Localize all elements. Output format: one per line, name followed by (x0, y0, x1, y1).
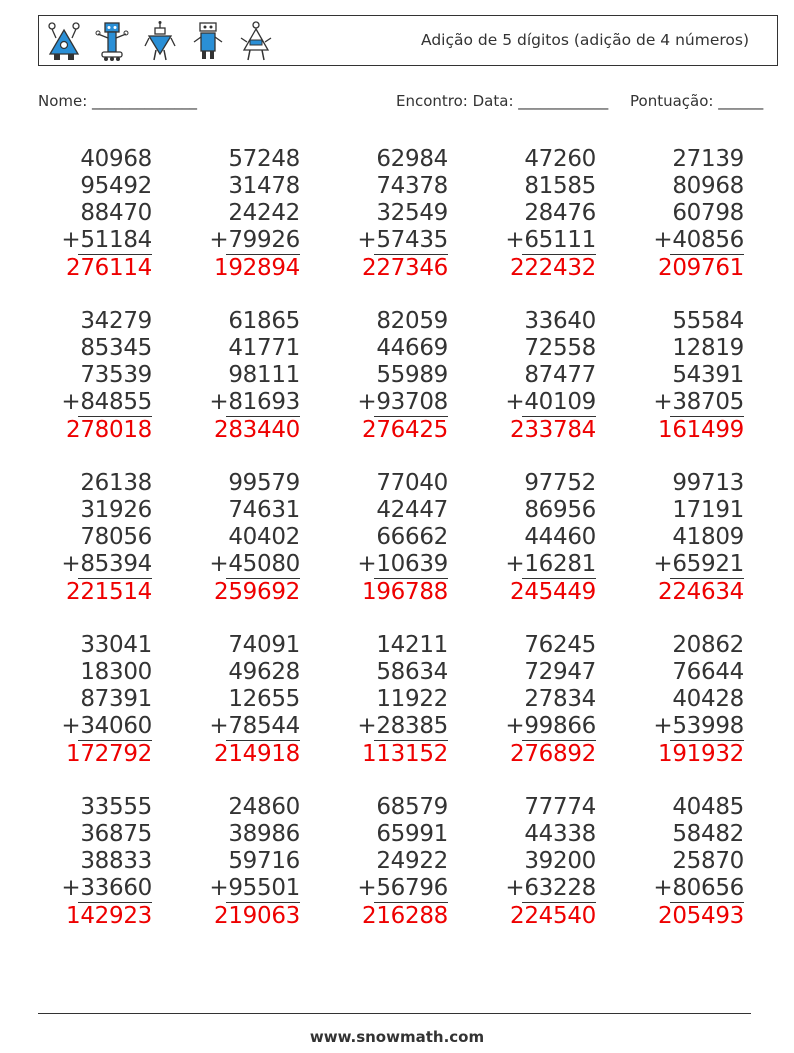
robot-icon-4 (191, 20, 225, 62)
addend: +63228 (505, 875, 596, 901)
addend: +10639 (357, 551, 448, 577)
problem-13 (336, 470, 448, 606)
addend: 80968 (672, 173, 744, 199)
addend: 18300 (80, 659, 152, 685)
addend: +38705 (653, 389, 744, 415)
problem-24 (484, 794, 596, 930)
answer: 221514 (66, 579, 152, 605)
addend: 77040 (376, 470, 448, 496)
answer: 113152 (362, 741, 448, 767)
addend: 81585 (524, 173, 596, 199)
answer: 276425 (362, 417, 448, 443)
answer: 224634 (658, 579, 744, 605)
addend: 99713 (672, 470, 744, 496)
addend: 27139 (672, 146, 744, 172)
problem-12 (188, 470, 300, 606)
problem-11 (40, 470, 152, 606)
addend: 47260 (524, 146, 596, 172)
problem-1 (40, 146, 152, 282)
problem-15 (632, 470, 744, 606)
problem-16 (40, 632, 152, 768)
problem-2 (188, 146, 300, 282)
addend: 62984 (376, 146, 448, 172)
addend: 82059 (376, 308, 448, 334)
addend: +65921 (653, 551, 744, 577)
addend: 44669 (376, 335, 448, 361)
answer: 283440 (214, 417, 300, 443)
problem-17 (188, 632, 300, 768)
footer-divider (38, 1013, 751, 1014)
addend: +79926 (209, 227, 300, 253)
robot-icon-2 (95, 20, 129, 62)
answer: 245449 (510, 579, 596, 605)
addend: 55989 (376, 362, 448, 388)
addend: 40402 (228, 524, 300, 550)
answer: 191932 (658, 741, 744, 767)
addend: 26138 (80, 470, 152, 496)
problem-9 (484, 308, 596, 444)
problem-21 (40, 794, 152, 930)
addend: 28476 (524, 200, 596, 226)
addend: 40485 (672, 794, 744, 820)
answer: 172792 (66, 741, 152, 767)
header-box (38, 15, 778, 66)
footer-site: www.snowmath.com (309, 1028, 485, 1046)
problem-19 (484, 632, 596, 768)
answer: 233784 (510, 417, 596, 443)
addend: 61865 (228, 308, 300, 334)
addend: +65111 (505, 227, 596, 253)
addend: 44460 (524, 524, 596, 550)
answer: 196788 (362, 579, 448, 605)
problem-14 (484, 470, 596, 606)
addend: 57248 (228, 146, 300, 172)
problem-25 (632, 794, 744, 930)
addend: 74631 (228, 497, 300, 523)
answer: 214918 (214, 741, 300, 767)
addend: +85394 (61, 551, 152, 577)
problem-7 (188, 308, 300, 444)
robot-icon-5 (239, 20, 273, 62)
addend: 33640 (524, 308, 596, 334)
problem-10 (632, 308, 744, 444)
problem-20 (632, 632, 744, 768)
answer: 222432 (510, 255, 596, 281)
addend: 97752 (524, 470, 596, 496)
addend: 55584 (672, 308, 744, 334)
answer: 278018 (66, 417, 152, 443)
answer: 192894 (214, 255, 300, 281)
addend: 14211 (376, 632, 448, 658)
answer: 276892 (510, 741, 596, 767)
addend: 72947 (524, 659, 596, 685)
addend: 78056 (80, 524, 152, 550)
addend: 11922 (376, 686, 448, 712)
robot-icon-3 (143, 20, 177, 62)
addend: 24860 (228, 794, 300, 820)
addend: 41771 (228, 335, 300, 361)
addend: +81693 (209, 389, 300, 415)
addend: 20862 (672, 632, 744, 658)
problem-4 (484, 146, 596, 282)
addend: 44338 (524, 821, 596, 847)
addend: 98111 (228, 362, 300, 388)
addend: 12655 (228, 686, 300, 712)
addend: 32549 (376, 200, 448, 226)
robot-icons (47, 20, 273, 62)
problem-6 (40, 308, 152, 444)
addend: 65991 (376, 821, 448, 847)
answer: 142923 (66, 903, 152, 929)
addend: 76644 (672, 659, 744, 685)
score-field: Pontuação: ______ (630, 92, 764, 110)
addend: 68579 (376, 794, 448, 820)
answer: 224540 (510, 903, 596, 929)
addend: 76245 (524, 632, 596, 658)
answer: 161499 (658, 417, 744, 443)
addend: 39200 (524, 848, 596, 874)
addend: 49628 (228, 659, 300, 685)
problem-5 (632, 146, 744, 282)
addend: +34060 (61, 713, 152, 739)
addend: 87477 (524, 362, 596, 388)
addend: +28385 (357, 713, 448, 739)
addend: 34279 (80, 308, 152, 334)
addend: 86956 (524, 497, 596, 523)
addend: 40968 (80, 146, 152, 172)
problem-22 (188, 794, 300, 930)
addend: +93708 (357, 389, 448, 415)
addend: +99866 (505, 713, 596, 739)
problem-18 (336, 632, 448, 768)
addend: 12819 (672, 335, 744, 361)
addend: 77774 (524, 794, 596, 820)
answer: 276114 (66, 255, 152, 281)
problem-3 (336, 146, 448, 282)
addend: 25870 (672, 848, 744, 874)
addend: 24242 (228, 200, 300, 226)
addend: 85345 (80, 335, 152, 361)
addend: +40109 (505, 389, 596, 415)
addend: +80656 (653, 875, 744, 901)
addend: 74091 (228, 632, 300, 658)
addend: 41809 (672, 524, 744, 550)
addend: 40428 (672, 686, 744, 712)
addend: 31926 (80, 497, 152, 523)
addend: 42447 (376, 497, 448, 523)
addend: 36875 (80, 821, 152, 847)
worksheet-title: Adição de 5 dígitos (adição de 4 números) (421, 31, 749, 49)
addend: 33041 (80, 632, 152, 658)
addend: 27834 (524, 686, 596, 712)
answer: 219063 (214, 903, 300, 929)
addend: 33555 (80, 794, 152, 820)
addend: +45080 (209, 551, 300, 577)
addend: 38986 (228, 821, 300, 847)
answer: 227346 (362, 255, 448, 281)
addend: 88470 (80, 200, 152, 226)
addend: +53998 (653, 713, 744, 739)
addend: 72558 (524, 335, 596, 361)
date-field: Encontro: Data: ____________ (396, 92, 609, 110)
addend: 17191 (672, 497, 744, 523)
addend: 59716 (228, 848, 300, 874)
addend: 31478 (228, 173, 300, 199)
problem-8 (336, 308, 448, 444)
addend: 73539 (80, 362, 152, 388)
addend: +57435 (357, 227, 448, 253)
answer: 216288 (362, 903, 448, 929)
answer: 259692 (214, 579, 300, 605)
addend: 24922 (376, 848, 448, 874)
addend: +84855 (61, 389, 152, 415)
addend: +78544 (209, 713, 300, 739)
addend: +56796 (357, 875, 448, 901)
robot-icon-1 (47, 20, 81, 62)
addend: 38833 (80, 848, 152, 874)
answer: 205493 (658, 903, 744, 929)
addend: +40856 (653, 227, 744, 253)
addend: 99579 (228, 470, 300, 496)
addend: 54391 (672, 362, 744, 388)
addend: +51184 (61, 227, 152, 253)
addend: 58482 (672, 821, 744, 847)
addend: +95501 (209, 875, 300, 901)
addend: 66662 (376, 524, 448, 550)
addend: 58634 (376, 659, 448, 685)
addend: 60798 (672, 200, 744, 226)
answer: 209761 (658, 255, 744, 281)
addend: +16281 (505, 551, 596, 577)
addend: +33660 (61, 875, 152, 901)
problem-23 (336, 794, 448, 930)
addend: 74378 (376, 173, 448, 199)
name-field: Nome: ______________ (38, 92, 198, 110)
addend: 95492 (80, 173, 152, 199)
addend: 87391 (80, 686, 152, 712)
